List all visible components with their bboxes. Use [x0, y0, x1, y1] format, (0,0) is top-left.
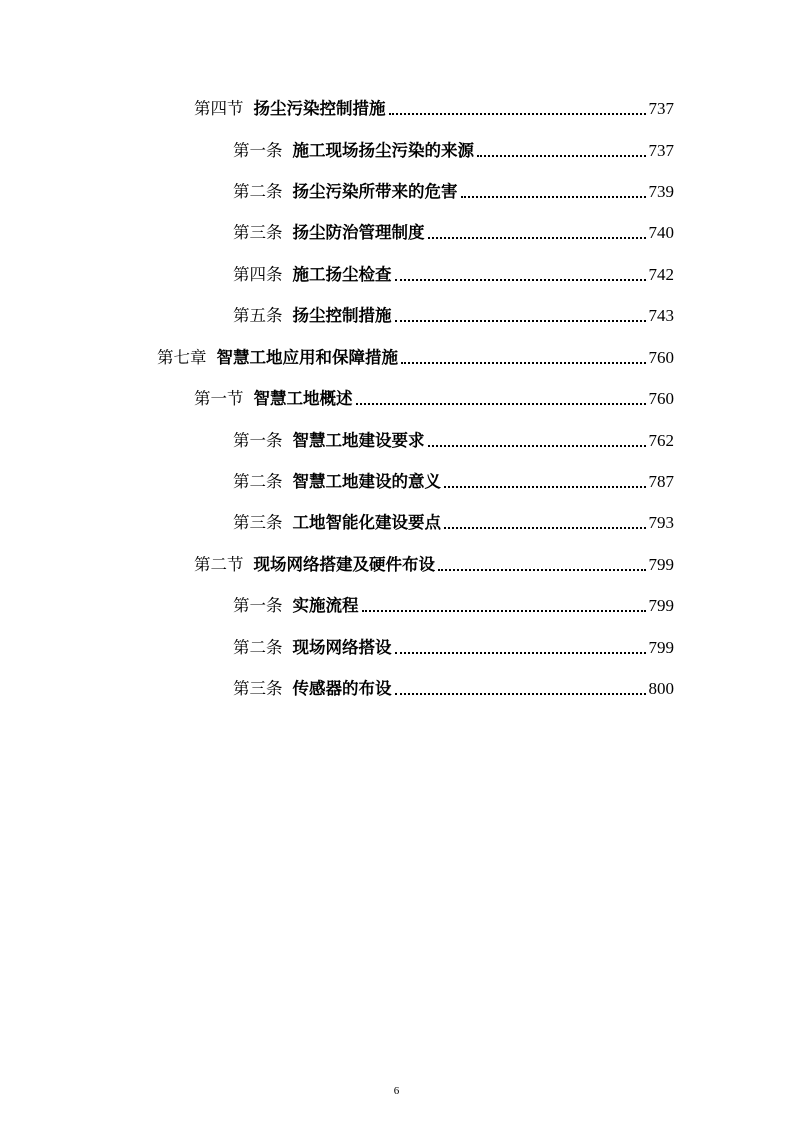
toc-dot-leader — [389, 113, 646, 115]
toc-entry-title: 扬尘污染所带来的危害 — [292, 182, 458, 201]
toc-dot-leader — [477, 155, 646, 157]
toc-dot-leader — [395, 279, 646, 281]
toc-entry-title: 现场网络搭设 — [292, 638, 392, 657]
toc-entry-title: 智慧工地概述 — [253, 389, 353, 408]
toc-entry-number: 第三条 — [233, 679, 283, 698]
toc-entry-section[interactable] — [194, 96, 674, 120]
toc-entry-title: 传感器的布设 — [292, 679, 392, 698]
toc-entry-title: 施工扬尘检查 — [292, 265, 392, 284]
toc-dot-leader — [444, 527, 646, 529]
toc-entry-number: 第一条 — [233, 596, 283, 615]
toc-entry-title: 扬尘控制措施 — [292, 306, 392, 325]
toc-entry-number: 第二节 — [194, 555, 244, 574]
toc-entry-title: 智慧工地应用和保障措施 — [216, 348, 398, 367]
toc-entry-article[interactable] — [233, 303, 674, 327]
toc-entry-number: 第二条 — [233, 182, 283, 201]
toc-entry-number: 第三条 — [233, 513, 283, 532]
toc-entry-section[interactable] — [194, 386, 674, 410]
toc-entry-number: 第一节 — [194, 389, 244, 408]
toc-dot-leader — [395, 652, 646, 654]
toc-entry-title: 现场网络搭建及硬件布设 — [253, 555, 435, 574]
toc-dot-leader — [395, 320, 646, 322]
toc-entry-page: 787 — [648, 472, 674, 491]
toc-entry-page: 743 — [648, 306, 674, 325]
toc-entry-number: 第五条 — [233, 306, 283, 325]
toc-dot-leader — [444, 486, 646, 488]
toc-entry-article[interactable] — [233, 220, 674, 244]
toc-dot-leader — [438, 569, 646, 571]
toc-entry-page: 760 — [648, 348, 674, 367]
toc-entry-section[interactable] — [194, 552, 674, 576]
toc-entry-title: 智慧工地建设的意义 — [292, 472, 441, 491]
toc-entry-article[interactable] — [233, 593, 674, 617]
toc-dot-leader — [461, 196, 646, 198]
toc-entry-title: 扬尘污染控制措施 — [253, 99, 386, 118]
toc-dot-leader — [428, 445, 646, 447]
toc-entry-number: 第二条 — [233, 638, 283, 657]
toc-entry-page: 799 — [648, 596, 674, 615]
toc-dot-leader — [362, 610, 646, 612]
toc-entry-number: 第四节 — [194, 99, 244, 118]
toc-entry-page: 739 — [648, 182, 674, 201]
toc-entry-article[interactable] — [233, 179, 674, 203]
toc-entry-page: 799 — [648, 638, 674, 657]
toc-entry-number: 第七章 — [157, 348, 207, 367]
toc-entry-page: 762 — [648, 431, 674, 450]
toc-entry-title: 智慧工地建设要求 — [292, 431, 425, 450]
toc-entry-number: 第一条 — [233, 431, 283, 450]
toc-dot-leader — [395, 693, 646, 695]
toc-entry-page: 737 — [648, 141, 674, 160]
toc-entry-page: 800 — [648, 679, 674, 698]
footer-page-number: 6 — [393, 1085, 400, 1097]
toc-entry-article[interactable] — [233, 676, 674, 700]
toc-entry-title: 扬尘防治管理制度 — [292, 223, 425, 242]
toc-entry-article[interactable] — [233, 428, 674, 452]
toc-entry-page: 793 — [648, 513, 674, 532]
toc-entry-title: 实施流程 — [292, 596, 359, 615]
toc-entry-number: 第二条 — [233, 472, 283, 491]
toc-entry-title: 工地智能化建设要点 — [292, 513, 441, 532]
toc-entry-page: 799 — [648, 555, 674, 574]
toc-entry-page: 760 — [648, 389, 674, 408]
toc-entry-number: 第三条 — [233, 223, 283, 242]
toc-entry-article[interactable] — [233, 635, 674, 659]
toc-dot-leader — [401, 362, 646, 364]
toc-entry-number: 第四条 — [233, 265, 283, 284]
toc-entry-article[interactable] — [233, 138, 674, 162]
toc-entry-article[interactable] — [233, 469, 674, 493]
toc-dot-leader — [356, 403, 646, 405]
toc-entry-page: 737 — [648, 99, 674, 118]
toc-entry-title: 施工现场扬尘污染的来源 — [292, 141, 474, 160]
toc-entry-page: 742 — [648, 265, 674, 284]
toc-entry-page: 740 — [648, 223, 674, 242]
toc-entry-chapter[interactable] — [157, 345, 674, 369]
toc-dot-leader — [428, 237, 646, 239]
toc-entry-article[interactable] — [233, 510, 674, 534]
toc-entry-article[interactable] — [233, 262, 674, 286]
toc-entry-number: 第一条 — [233, 141, 283, 160]
